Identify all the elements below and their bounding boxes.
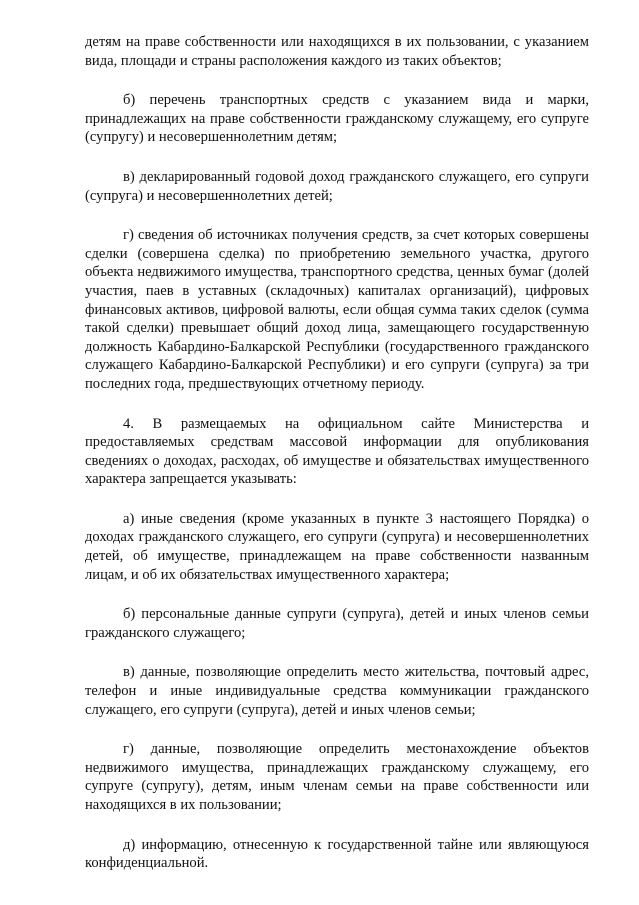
paragraph-item-v-residence: в) данные, позволяющие определить место жительства, почтовый адрес, телефон и иные индивидуальные средства коммуникации гражданского служащего, его супруги (супруга), детей и иных членов семьи;: [85, 664, 589, 718]
paragraph-item-b-vehicles: б) перечень транспортных средств с указанием вида и марки, принадлежащих на праве собственности гражданскому служащему, его супруге (супругу) и несовершеннолетним детям;: [85, 92, 589, 146]
paragraph-section-4: 4. В размещаемых на официальном сайте Министерства и предоставляемых средствам массовой информации для опубликования сведениях о доходах, расходах, об имуществе и обязательствах имущественного характера запрещается указывать:: [85, 415, 589, 488]
paragraph-item-a-other-info: а) иные сведения (кроме указанных в пункте 3 настоящего Порядка) о доходах гражданского служащего, его супруги (супруга) и несовершеннолетних детей, об имуществе, принадлежащем на праве собственности названным лицам, и об их обязательствах имущественного характера;: [85, 510, 589, 583]
document-page: [85, 33, 589, 894]
paragraph-item-g-sources: г) сведения об источниках получения средств, за счет которых совершены сделки (совершена сделка) по приобретению земельного участка, другого объекта недвижимого имущества, транспортного средства, ценных бумаг (долей участия, паев в уставных (складочных) капиталах организаций), цифровых финансовых активов, цифровой валюты, если общая сумма таких сделок (сумма такой сделки) превышает общий доход лица, замещающего государственную должность Кабардино-Балкарской Республики (государственного гражданского служащего Кабардино-Балкарской Республики) и его супруги (супруга) за три последних года, предшествующих отчетному периоду.: [85, 227, 589, 392]
paragraph-item-d-secret: д) информацию, отнесенную к государственной тайне или являющуюся конфиденциальной.: [85, 836, 589, 872]
paragraph-item-g-location: г) данные, позволяющие определить местонахождение объектов недвижимого имущества, принадлежащих гражданскому служащему, его супруге (супругу), детям, иным членам семьи на праве собственности или находящихся в их пользовании;: [85, 741, 589, 813]
paragraph-continuation: детям на праве собственности или находящихся в их пользовании, с указанием вида, площади и страны расположения каждого из таких объектов;: [85, 34, 589, 69]
paragraph-item-b-personal-data: б) персональные данные супруги (супруга), детей и иных членов семьи гражданского служащего;: [85, 606, 589, 641]
paragraph-item-v-income: в) декларированный годовой доход гражданского служащего, его супруги (супруга) и несовершеннолетних детей;: [85, 168, 589, 204]
